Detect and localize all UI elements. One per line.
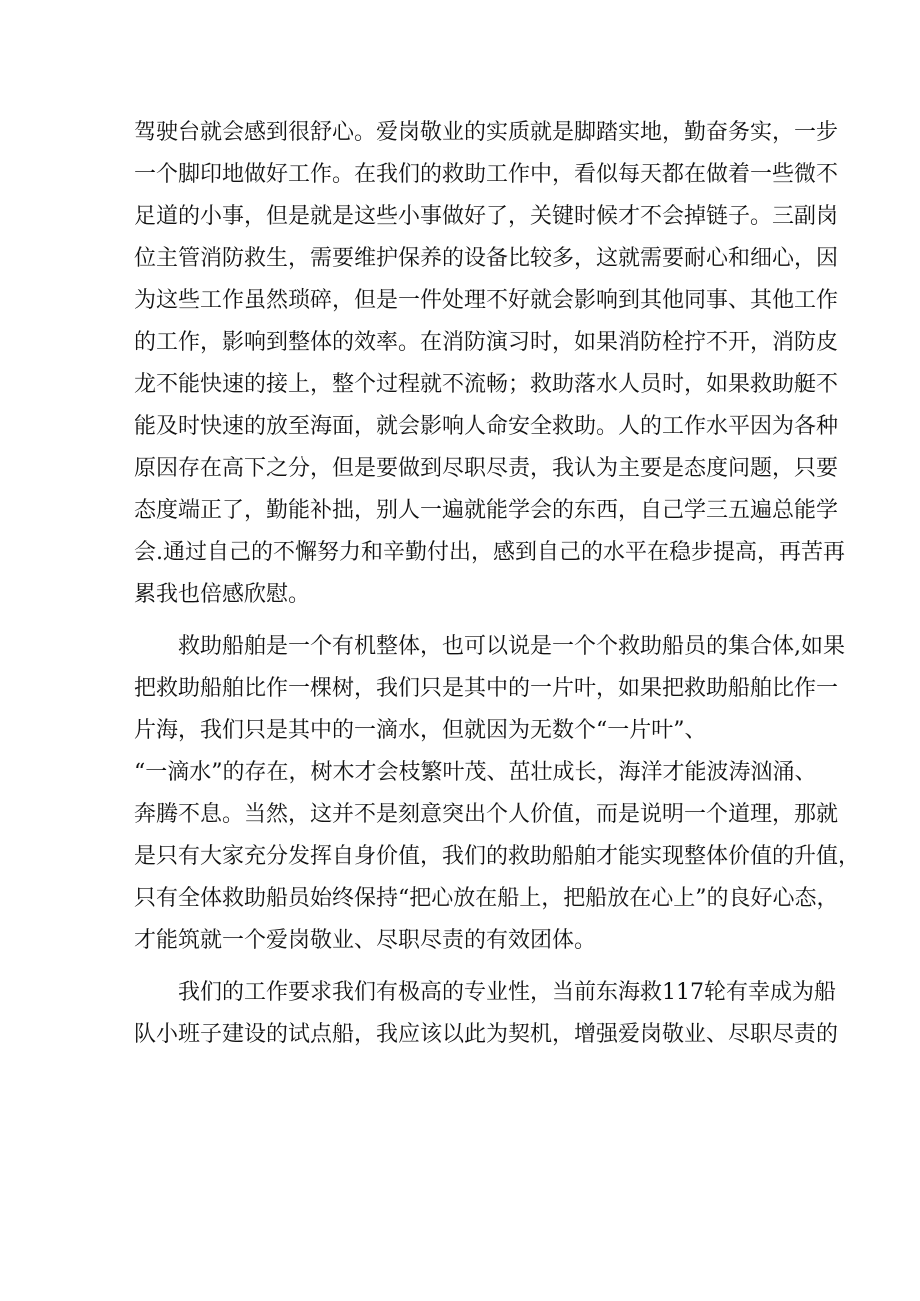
paragraph-1-line-4: 位主管消防救生，需要维护保养的设备比较多，这就需要耐心和细心，因 xyxy=(134,246,839,271)
paragraph-1-line-12: 累我也倍感欣慰。 xyxy=(134,582,311,607)
paragraph-1-line-10: 态度端正了，勤能补拙，别人一遍就能学会的东西，自己学三五遍总能学 xyxy=(134,498,839,523)
paragraph-2-line-2: 把救助船舶比作一棵树，我们只是其中的一片叶，如果把救助船舶比作一 xyxy=(134,676,839,701)
paragraph-2-line-7: 只有全体救助船员始终保持“把心放在船上，把船放在心上”的良好心态， xyxy=(134,886,839,911)
paragraph-1-line-11: 会.通过自己的不懈努力和辛勤付出，感到自己的水平在稳步提高，再苦再 xyxy=(134,540,845,565)
paragraph-2-line-1: 救助船舶是一个有机整体，也可以说是一个个救助船员的集合体,如果 xyxy=(178,634,845,659)
paragraph-3 xyxy=(134,972,839,1056)
paragraph-2-line-5: 奔腾不息。当然，这并不是刻意突出个人价值，而是说明一个道理，那就 xyxy=(134,802,839,827)
paragraph-1 xyxy=(134,112,845,616)
paragraph-1-line-2: 一个脚印地做好工作。在我们的救助工作中，看似每天都在做着一些微不 xyxy=(134,162,839,187)
paragraph-1-line-8: 能及时快速的放至海面，就会影响人命安全救助。人的工作水平因为各种 xyxy=(134,414,839,439)
paragraph-3-line-2: 队小班子建设的试点船，我应该以此为契机，增强爱岗敬业、尽职尽责的 xyxy=(134,1022,839,1047)
paragraph-1-line-7: 龙不能快速的接上，整个过程就不流畅；救助落水人员时，如果救助艇不 xyxy=(134,372,839,397)
paragraph-2-line-8: 才能筑就一个爱岗敬业、尽职尽责的有效团体。 xyxy=(134,928,597,953)
body-text xyxy=(134,112,861,1056)
paragraph-gap xyxy=(134,962,804,972)
paragraph-2-line-6: 是只有大家充分发挥自身价值，我们的救助船舶才能实现整体价值的升值， xyxy=(134,844,861,869)
paragraph-2-line-4: “一滴水”的存在，树木才会枝繁叶茂、茁壮成长，海洋才能波涛汹涌、 xyxy=(134,760,817,785)
paragraph-3-line-1: 我们的工作要求我们有极高的专业性，当前东海救117轮有幸成为船 xyxy=(178,980,836,1005)
paragraph-2-line-3: 片海，我们只是其中的一滴水，但就因为无数个“一片叶”、 xyxy=(134,718,707,743)
paragraph-1-line-3: 足道的小事，但是就是这些小事做好了，关键时候才不会掉链子。三副岗 xyxy=(134,204,839,229)
paragraph-1-line-9: 原因存在高下之分，但是要做到尽职尽责，我认为主要是态度问题，只要 xyxy=(134,456,839,481)
paragraph-1-line-5: 为这些工作虽然琐碎，但是一件处理不好就会影响到其他同事、其他工作 xyxy=(134,288,839,313)
paragraph-2 xyxy=(134,626,861,962)
paragraph-gap xyxy=(134,616,804,626)
paragraph-1-line-1: 驾驶台就会感到很舒心。爱岗敬业的实质就是脚踏实地，勤奋务实，一步 xyxy=(134,120,839,145)
paragraph-1-line-6: 的工作，影响到整体的效率。在消防演习时，如果消防栓拧不开，消防皮 xyxy=(134,330,839,355)
